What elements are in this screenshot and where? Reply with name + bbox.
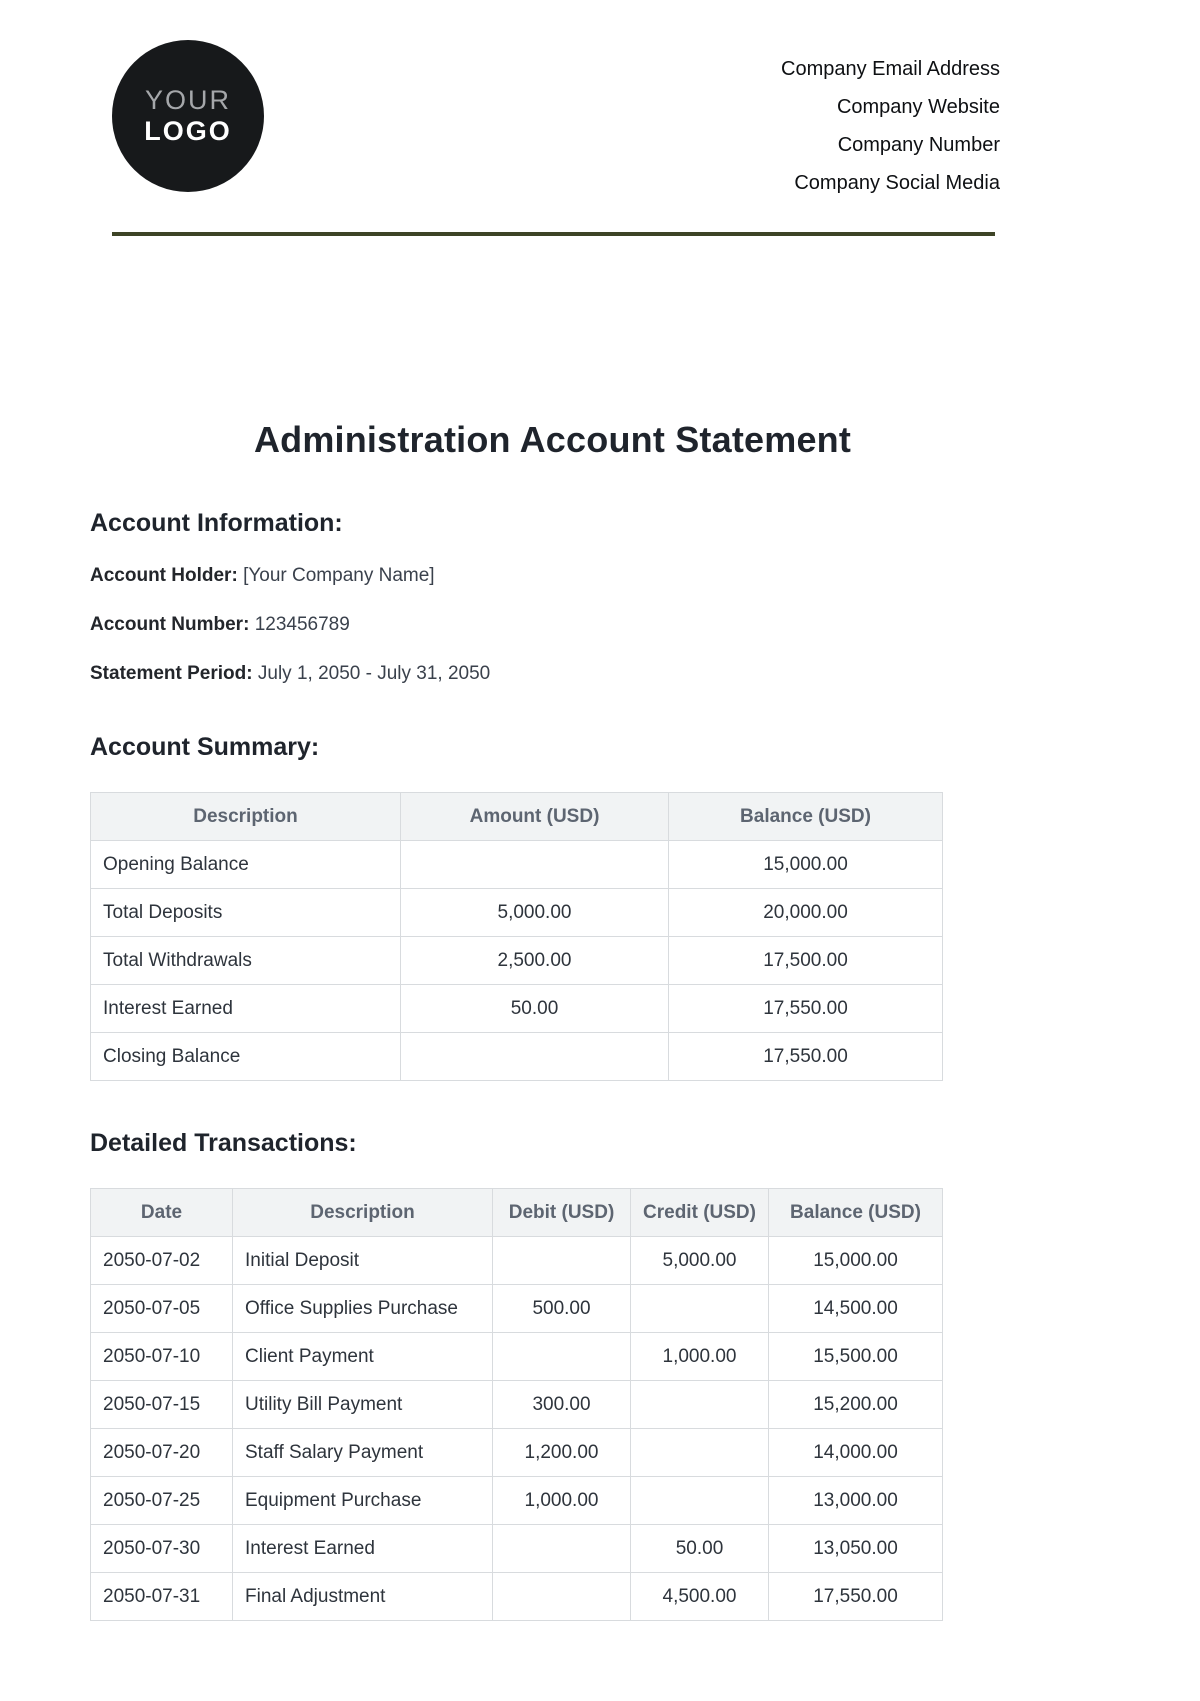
balance-cell: 15,500.00 (769, 1333, 943, 1381)
debit-cell (493, 1525, 631, 1573)
document-body (90, 419, 1015, 1621)
account-number-value: 123456789 (254, 614, 350, 635)
account-holder-value: [Your Company Name] (243, 565, 435, 586)
debit-cell: 300.00 (493, 1381, 631, 1429)
table-header-row (91, 1189, 943, 1237)
credit-cell: 50.00 (631, 1525, 769, 1573)
date-cell: 2050-07-02 (91, 1237, 233, 1285)
description-cell: Staff Salary Payment (233, 1429, 493, 1477)
credit-cell (631, 1429, 769, 1477)
description-cell: Interest Earned (91, 985, 401, 1033)
debit-cell (493, 1237, 631, 1285)
transaction-table-row (91, 1525, 943, 1573)
credit-cell: 1,000.00 (631, 1333, 769, 1381)
account-holder-field (90, 565, 1015, 587)
date-cell: 2050-07-30 (91, 1525, 233, 1573)
debit-cell: 500.00 (493, 1285, 631, 1333)
description-cell: Utility Bill Payment (233, 1381, 493, 1429)
transaction-table-row (91, 1381, 943, 1429)
summary-table-row (91, 889, 943, 937)
account-number-label: Account Number: (90, 614, 250, 635)
table-header-row (91, 793, 943, 841)
balance-cell: 17,550.00 (769, 1573, 943, 1621)
description-cell: Equipment Purchase (233, 1477, 493, 1525)
amount-cell: 50.00 (401, 985, 669, 1033)
date-cell: 2050-07-20 (91, 1429, 233, 1477)
balance-cell: 17,550.00 (669, 985, 943, 1033)
description-cell: Closing Balance (91, 1033, 401, 1081)
column-header-description: Description (91, 793, 401, 841)
date-cell: 2050-07-31 (91, 1573, 233, 1621)
logo-text-logo: LOGO (144, 116, 232, 146)
column-header-description: Description (233, 1189, 493, 1237)
balance-cell: 14,000.00 (769, 1429, 943, 1477)
amount-cell (401, 1033, 669, 1081)
debit-cell (493, 1573, 631, 1621)
document-header (0, 0, 1200, 202)
balance-cell: 15,200.00 (769, 1381, 943, 1429)
page-title: Administration Account Statement (253, 419, 852, 460)
transaction-table-row (91, 1477, 943, 1525)
account-summary-table (90, 792, 943, 1081)
debit-cell: 1,000.00 (493, 1477, 631, 1525)
transaction-table-row (91, 1429, 943, 1477)
statement-period-field (90, 663, 1015, 685)
date-cell: 2050-07-05 (91, 1285, 233, 1333)
summary-table-row (91, 1033, 943, 1081)
account-number-field (90, 614, 1015, 636)
transaction-table-row (91, 1333, 943, 1381)
date-cell: 2050-07-25 (91, 1477, 233, 1525)
debit-cell: 1,200.00 (493, 1429, 631, 1477)
balance-cell: 15,000.00 (669, 841, 943, 889)
balance-cell: 17,550.00 (669, 1033, 943, 1081)
summary-table-row (91, 841, 943, 889)
header-divider (112, 232, 995, 236)
description-cell: Interest Earned (233, 1525, 493, 1573)
company-website: Company Website (836, 96, 1000, 118)
account-summary-heading: Account Summary: (90, 733, 320, 761)
date-cell: 2050-07-10 (91, 1333, 233, 1381)
column-header-balance: Balance (USD) (769, 1189, 943, 1237)
account-holder-label: Account Holder: (90, 565, 238, 586)
description-cell: Office Supplies Purchase (233, 1285, 493, 1333)
credit-cell: 4,500.00 (631, 1573, 769, 1621)
summary-table-row (91, 937, 943, 985)
amount-cell (401, 841, 669, 889)
column-header-amount: Amount (USD) (401, 793, 669, 841)
detailed-transactions-heading: Detailed Transactions: (90, 1129, 357, 1157)
column-header-balance: Balance (USD) (669, 793, 943, 841)
amount-cell: 5,000.00 (401, 889, 669, 937)
balance-cell: 20,000.00 (669, 889, 943, 937)
transaction-table-row (91, 1285, 943, 1333)
statement-period-value: July 1, 2050 - July 31, 2050 (257, 663, 491, 684)
credit-cell (631, 1285, 769, 1333)
description-cell: Client Payment (233, 1333, 493, 1381)
balance-cell: 13,000.00 (769, 1477, 943, 1525)
summary-table-row (91, 985, 943, 1033)
company-logo (112, 40, 264, 192)
company-social-media: Company Social Media (794, 172, 1000, 194)
balance-cell: 13,050.00 (769, 1525, 943, 1573)
column-header-date: Date (91, 1189, 233, 1237)
description-cell: Total Deposits (91, 889, 401, 937)
description-cell: Final Adjustment (233, 1573, 493, 1621)
transaction-table-row (91, 1573, 943, 1621)
balance-cell: 17,500.00 (669, 937, 943, 985)
company-contact-info (781, 50, 1000, 202)
detailed-transactions-table (90, 1188, 943, 1621)
balance-cell: 14,500.00 (769, 1285, 943, 1333)
date-cell: 2050-07-15 (91, 1381, 233, 1429)
credit-cell (631, 1477, 769, 1525)
statement-period-label: Statement Period: (90, 663, 253, 684)
balance-cell: 15,000.00 (769, 1237, 943, 1285)
credit-cell (631, 1381, 769, 1429)
logo-text-your: YOUR (144, 85, 231, 115)
company-email-address: Company Email Address (781, 58, 1000, 80)
description-cell: Initial Deposit (233, 1237, 493, 1285)
company-number: Company Number (837, 134, 1000, 156)
description-cell: Total Withdrawals (91, 937, 401, 985)
description-cell: Opening Balance (91, 841, 401, 889)
column-header-debit: Debit (USD) (493, 1189, 631, 1237)
credit-cell: 5,000.00 (631, 1237, 769, 1285)
debit-cell (493, 1333, 631, 1381)
transaction-table-row (91, 1237, 943, 1285)
column-header-credit: Credit (USD) (631, 1189, 769, 1237)
amount-cell: 2,500.00 (401, 937, 669, 985)
account-information-heading: Account Information: (90, 509, 343, 537)
